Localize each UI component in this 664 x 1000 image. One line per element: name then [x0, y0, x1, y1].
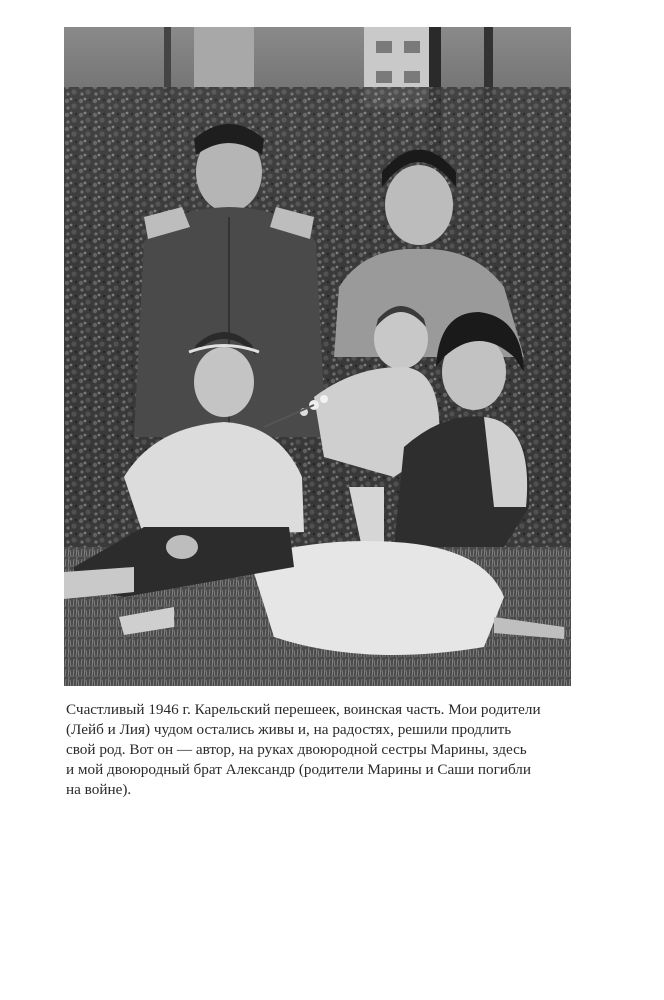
family-photograph — [64, 27, 571, 686]
caption-line: Счастливый 1946 г. Карельский перешеек, воинская часть. Мои родители — [66, 701, 541, 718]
caption-line: свой род. Вот он — автор, на руках двоюродной сестры Марины, здесь — [66, 741, 527, 758]
caption-line: на войне). — [66, 781, 132, 798]
family-photograph-illustration — [64, 27, 571, 686]
caption-line: и мой двоюродный брат Александр (родители Марины и Саши погибли — [66, 761, 532, 778]
photo-caption — [66, 700, 576, 800]
caption-line: (Лейб и Лия) чудом остались живы и, на радостях, решили продлить — [66, 721, 512, 738]
